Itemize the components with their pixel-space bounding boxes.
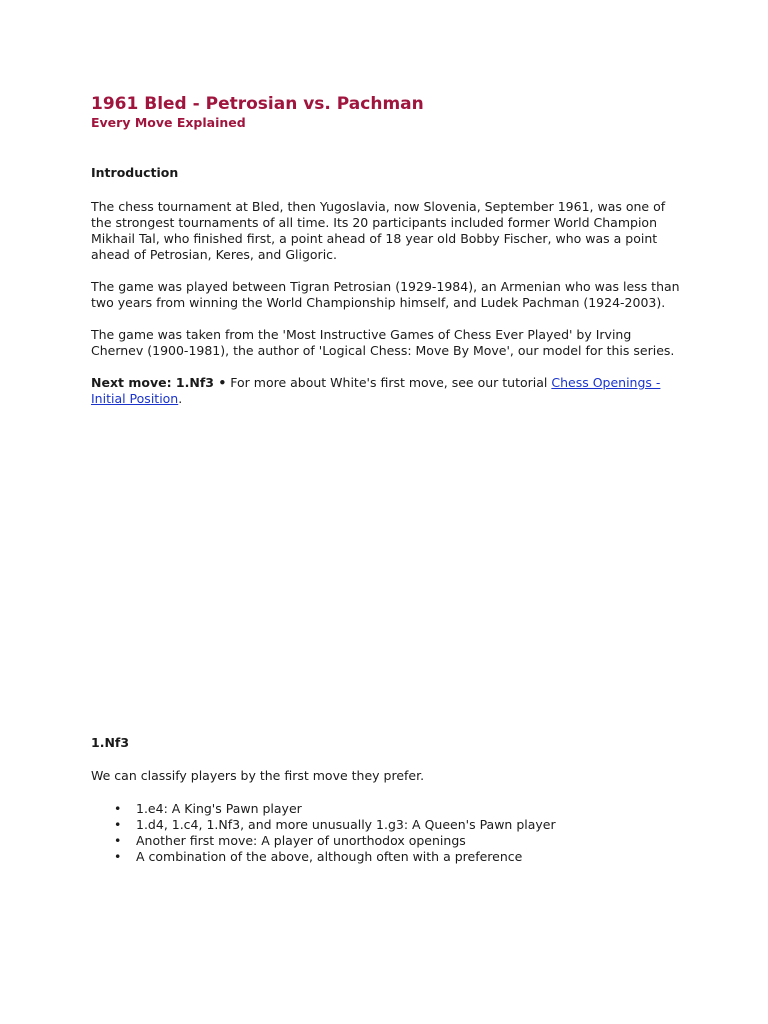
next-move-paragraph xyxy=(91,375,681,407)
chess-openings-link[interactable]: Chess Openings - Initial Position xyxy=(91,375,661,406)
player-types-list xyxy=(91,801,681,865)
next-move-end: . xyxy=(178,391,183,406)
article xyxy=(91,93,681,865)
intro-paragraph-1: The chess tournament at Bled, then Yugoslavia, now Slovenia, September 1961, was one of the strongest tournaments of all time. Its 20 participants included former World Champion Mikhail Tal, who finished first, a point ahead of 18 year old Bobby Fischer, who was a point ahead of Petrosian, Keres, and Gligoric. xyxy=(91,199,666,262)
move1-heading: 1.Nf3 xyxy=(91,735,130,750)
move1-paragraph: We can classify players by the first move they prefer. xyxy=(91,768,425,783)
intro-paragraph-3: The game was taken from the 'Most Instructive Games of Chess Ever Played' by Irving Chernev (1900-1981), the author of 'Logical Chess: Move By Move', our model for this series. xyxy=(91,327,675,358)
list-item-text: Another first move: A player of unorthodox openings xyxy=(136,833,466,848)
bullet-icon: • xyxy=(114,801,122,816)
list-item-text: 1.d4, 1.c4, 1.Nf3, and more unusually 1.g3: A Queen's Pawn player xyxy=(136,817,556,832)
list-item-text: 1.e4: A King's Pawn player xyxy=(136,801,302,816)
list-item xyxy=(91,833,681,849)
list-item-text: A combination of the above, although often with a preference xyxy=(136,849,523,864)
intro-heading: Introduction xyxy=(91,165,179,180)
bullet-icon: • xyxy=(114,817,122,832)
list-item xyxy=(91,849,681,865)
page-subtitle: Every Move Explained xyxy=(91,115,246,130)
list-item xyxy=(91,817,681,833)
list-item xyxy=(91,801,681,817)
bullet-icon: • xyxy=(114,833,122,848)
intro-paragraph-2: The game was played between Tigran Petrosian (1929-1984), an Armenian who was less than two years from winning the World Championship himself, and Ludek Pachman (1924-2003). xyxy=(91,279,680,310)
next-move-text: For more about White's first move, see our tutorial xyxy=(226,375,552,390)
next-move-label: Next move: 1.Nf3 • xyxy=(91,375,227,390)
page-title: 1961 Bled - Petrosian vs. Pachman xyxy=(91,94,424,114)
bullet-icon: • xyxy=(114,849,122,864)
